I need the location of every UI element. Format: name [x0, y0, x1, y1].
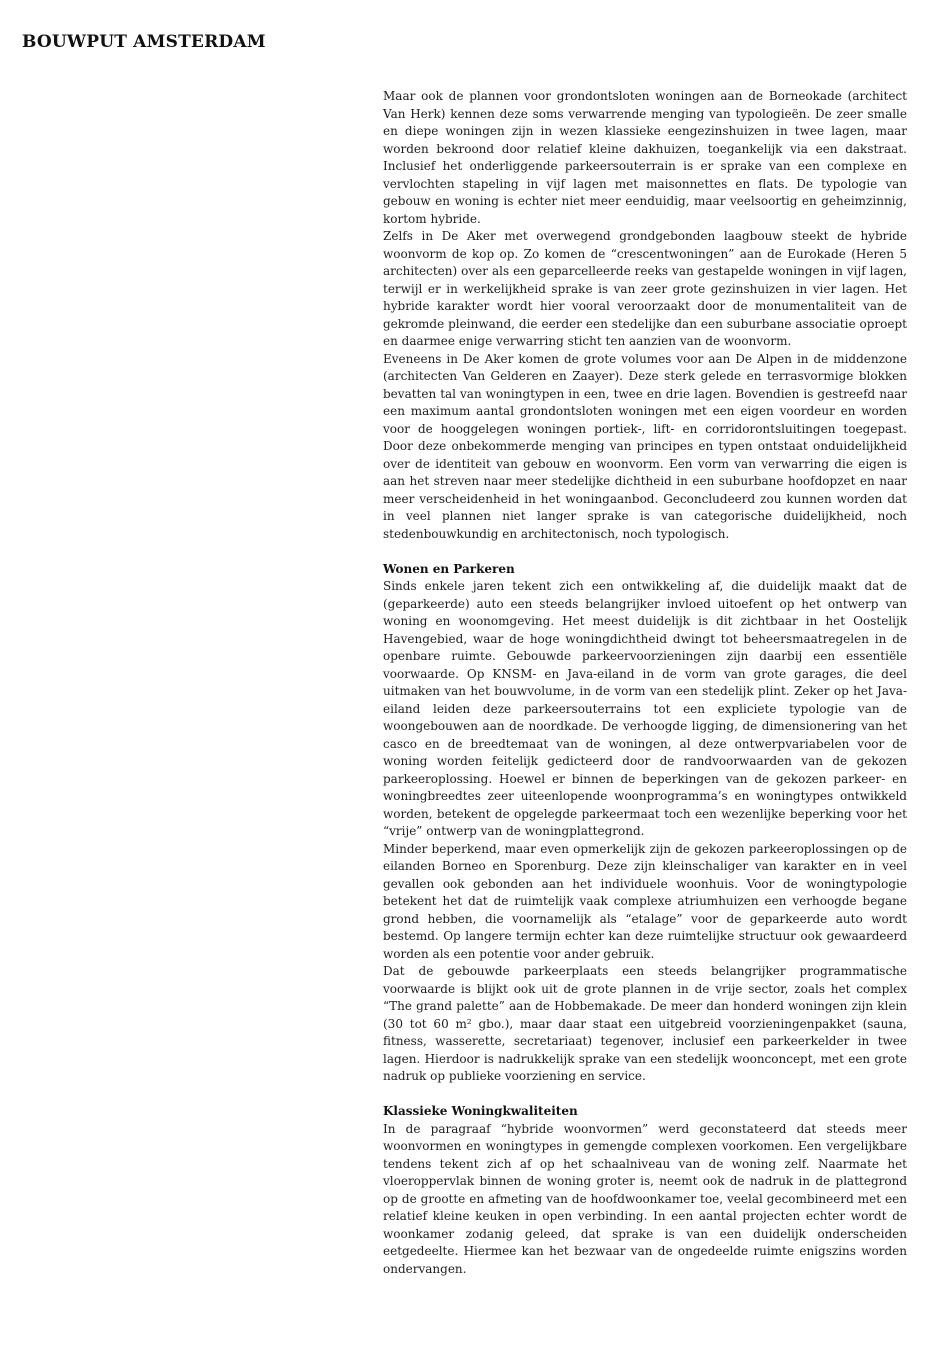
body-paragraph: In de paragraaf “hybride woonvormen” werd geconstateerd dat steeds meer woonvormen en woningtypes in gemengde complexen voorkomen. Een vergelijkbare tendens tekent zich af op het schaalniveau van de woning zelf. Naarmate het vloeroppervlak binnen de woning groter is, neemt ook de nadruk in de plattegrond op de grootte en afmeting van de hoofdwoonkamer toe, veelal gecombineerd met een relatief kleine keuken in open verbinding. In een aantal projecten echter wordt de woonkamer zodanig geleed, dat sprake is van een duidelijk onderscheiden eetgedeelte. Hiermee kan het bezwaar van de ongedeelde ruimte enigszins worden ondervangen.: [383, 1121, 907, 1276]
page-header-title: BOUWPUT AMSTERDAM: [22, 32, 266, 52]
article-column: [383, 88, 907, 1278]
body-paragraph: Sinds enkele jaren tekent zich een ontwikkeling af, die duidelijk maakt dat de (geparkeerde) auto een steeds belangrijker invloed uitoefent op het ontwerp van woning en woonomgeving. Het meest duidelijk is dit zichtbaar in het Oostelijk Havengebied, waar de hoge woningdichtheid dwingt tot beheersmaatregelen in de openbare ruimte. Gebouwde parkeervoorzieningen zijn daarbij een essentiële voorwaarde. Op KNSM- en Java-eiland in de vorm van grote garages, die deel uitmaken van het bouwvolume, in de vorm van een stedelijk plint. Zeker op het Java-eiland leiden deze parkeersouterrains tot een expliciete typologie van de woongebouwen aan de noordkade. De verhoogde ligging, de dimensionering van het casco en de breedtemaat van de woningen, al deze ontwerpvariabelen voor de woning worden feitelijk gedicteerd door de randvoorwaarden van de gekozen parkeeroplossing. Hoewel er binnen de beperkingen van de gekozen parkeer- en woningbreedtes zeer uiteenlopende woonprogramma’s en woningtypes ontwikkeld worden, betekent de opgelegde parkeermaat toch een wezenlijke beperking voor het “vrije” ontwerp van de woningplattegrond.: [383, 579, 907, 838]
intro-block: [383, 88, 907, 543]
intro-paragraph-2: Zelfs in De Aker met overwegend grondgebonden laagbouw steekt de hybride woonvorm de kop op. Zo komen de “crescentwoningen” aan de Eurokade (Heren 5 architecten) over als een geparcelleerde reeks van gestapelde woningen in vijf lagen, terwijl er in werkelijkheid sprake is van zeer grote gezinshuizen in vier lagen. Het hybride karakter wordt hier vooral veroorzaakt door de monumentaliteit van de gekromde pleinwand, die eerder een stedelijke dan een suburbane associatie oproept en daarmee enige verwarring sticht ten aanzien van de woonvorm.: [383, 229, 907, 348]
section-heading: Wonen en Parkeren: [383, 561, 515, 576]
intro-paragraph-3: Eveneens in De Aker komen de grote volumes voor aan De Alpen in de middenzone (architecten Van Gelderen en Zaayer). Deze sterk gelede en terrasvormige blokken bevatten tal van woningtypen in een, twee en drie lagen. Bovendien is gestreefd naar een maximum aantal grondontsloten woningen met een eigen voordeur en worden voor de hooggelegen woningen portiek-, lift- en corridorontsluitingen toegepast. Door deze onbekommerde menging van principes en typen ontstaat onduidelijkheid over de identiteit van gebouw en woonvorm. Een vorm van verwarring die eigen is aan het streven naar meer stedelijke dichtheid in een suburbane hoofdopzet en naar meer verscheidenheid in het woningaanbod. Geconcludeerd zou kunnen worden dat in veel plannen niet langer sprake is van categorische duidelijkheid, noch stedenbouwkundig en architectonisch, noch typologisch.: [383, 351, 907, 541]
body-paragraph: Minder beperkend, maar even opmerkelijk zijn de gekozen parkeeroplossingen op de eilanden Borneo en Sporenburg. Deze zijn kleinschaliger van karakter en in veel gevallen ook gebonden aan het individuele woonhuis. Voor de woningtypologie betekent het dat de ruimtelijk vaak complexe atriumhuizen een verhoogde begane grond hebben, die voornamelijk als “etalage” voor de geparkeerde auto wordt bestemd. Op langere termijn echter kan deze ruimtelijke structuur ook gewaardeerd worden als een potentie voor ander gebruik.: [383, 841, 907, 961]
section-heading: Klassieke Woningkwaliteiten: [383, 1104, 578, 1118]
body-paragraph: Dat de gebouwde parkeerplaats een steeds belangrijker programmatische voorwaarde is blijkt ook uit de grote plannen in de vrije sector, zoals het complex “The grand palette” aan de Hobbemakade. De meer dan honderd woningen zijn klein (30 tot 60 m² gbo.), maar daar staat een uitgebreid voorzieningenpakket (sauna, fitness, wasserette, secretariaat) tegenover, inclusief een parkeerkelder in twee lagen. Hierdoor is nadrukkelijk sprake van een stedelijk woonconcept, met een grote nadruk op publieke voorziening en service.: [383, 964, 907, 1083]
section-wonen-en-parkeren: [383, 561, 907, 1086]
intro-paragraph-1: Maar ook de plannen voor grondontsloten woningen aan de Borneokade (architect Van Herk) kennen deze soms verwarrende menging van typologieën. De zeer smalle en diepe woningen zijn in wezen klassieke eengezinshuizen in twee lagen, maar worden bekroond door relatief kleine dakhuizen, toegankelijk via een dakstraat. Inclusief het onderliggende parkeersouterrain is er sprake van een complexe en vervlochten stapeling in vijf lagen met maisonnettes en flats. De typologie van gebouw en woning is echter niet meer eenduidig, maar veelsoortig en geheimzinnig, kortom hybride.: [383, 89, 907, 226]
section-klassieke-woningkwaliteiten: [383, 1103, 907, 1278]
